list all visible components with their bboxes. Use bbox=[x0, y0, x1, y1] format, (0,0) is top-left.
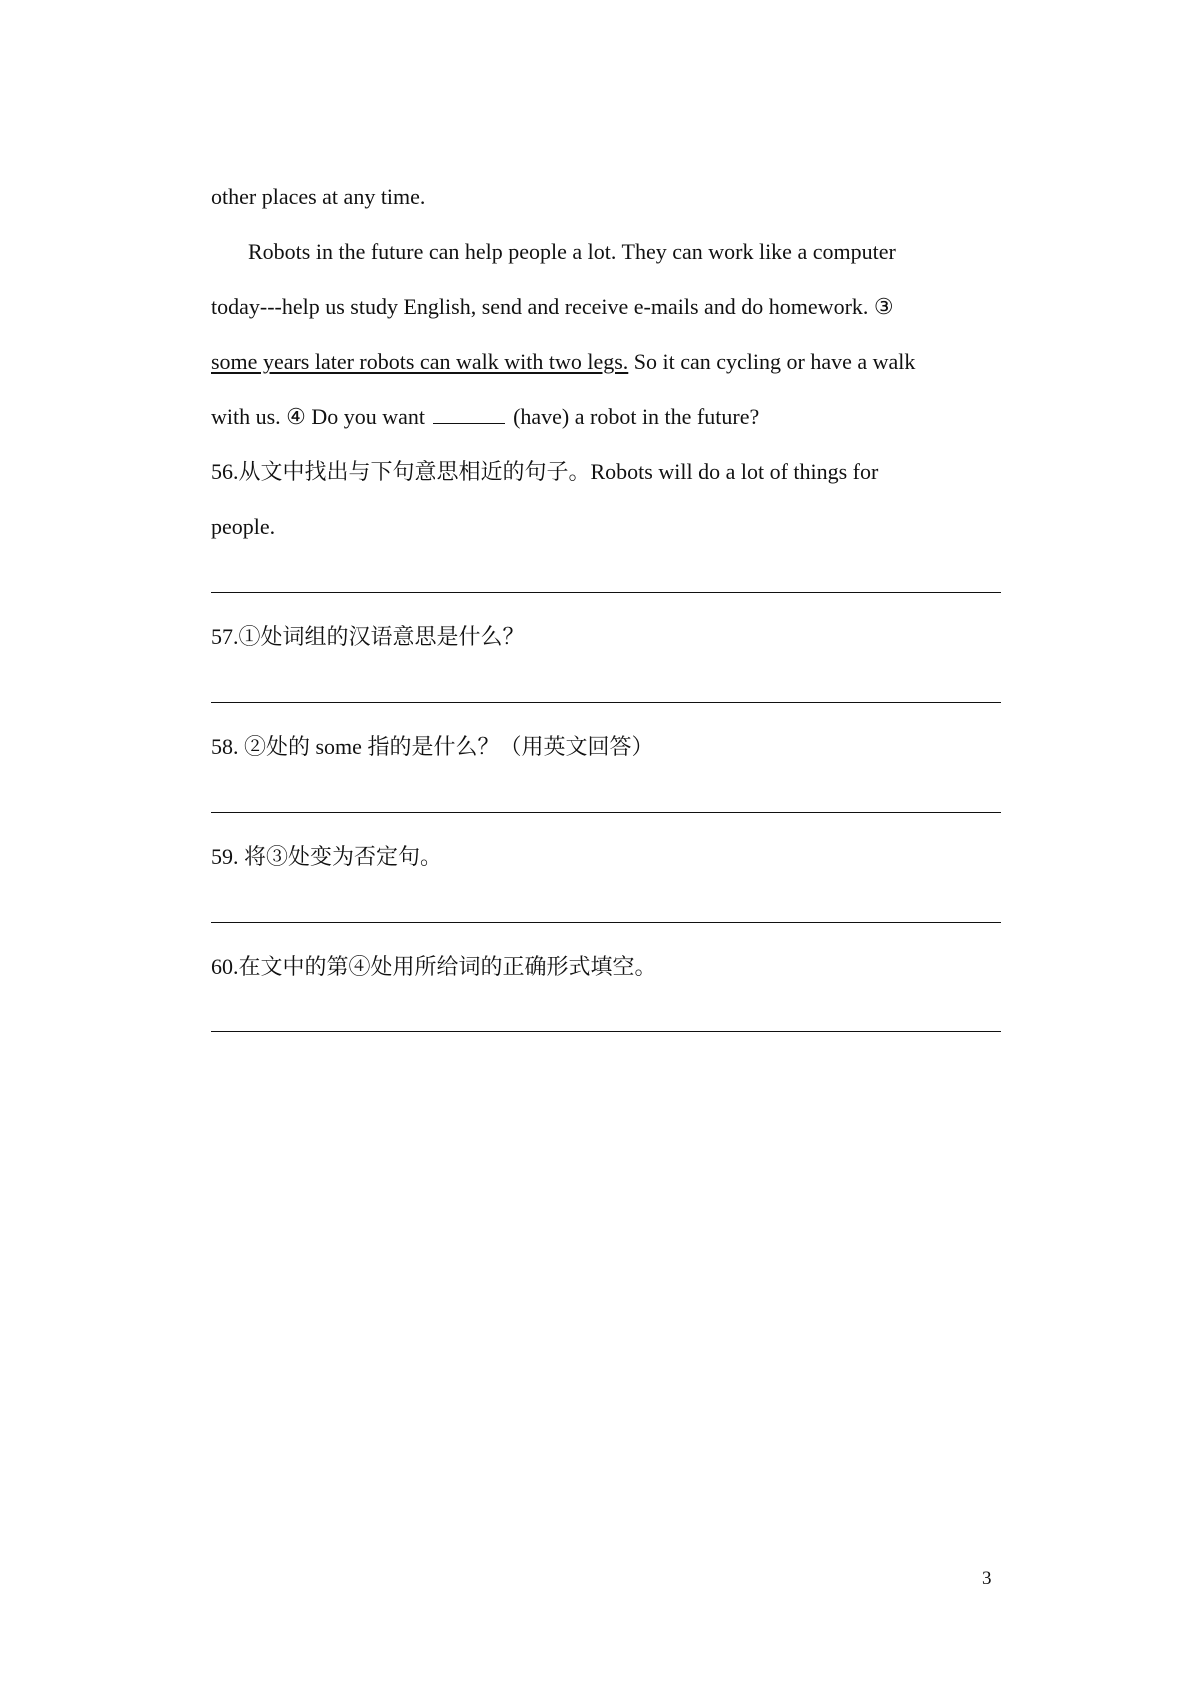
passage-line-5-after: (have) a robot in the future? bbox=[513, 404, 760, 429]
passage-line-3: today---help us study English, send and receive e-mails and do homework. ③ bbox=[211, 294, 894, 319]
question-58: 58. ②处的 some 指的是什么？（用英文回答） bbox=[211, 734, 654, 759]
passage-line-4-rest: So it can cycling or have a walk bbox=[628, 349, 916, 374]
passage-line-4 bbox=[211, 347, 1001, 377]
answer-line-57[interactable] bbox=[211, 702, 1001, 703]
answer-line-59[interactable] bbox=[211, 922, 1001, 923]
passage-line-1: other places at any time. bbox=[211, 184, 426, 209]
answer-line-58[interactable] bbox=[211, 812, 1001, 813]
fill-in-blank-4[interactable] bbox=[433, 403, 505, 424]
answer-line-60[interactable] bbox=[211, 1031, 1001, 1032]
question-56-line-1: 56.从文中找出与下句意思相近的句子。Robots will do a lot of things for bbox=[211, 459, 879, 484]
passage-line-5 bbox=[211, 402, 1001, 432]
question-59: 59. 将③处变为否定句。 bbox=[211, 844, 443, 869]
answer-line-56[interactable] bbox=[211, 592, 1001, 593]
page-number: 3 bbox=[982, 1568, 992, 1589]
passage-line-2: Robots in the future can help people a lot. They can work like a computer bbox=[248, 239, 896, 264]
question-60: 60.在文中的第④处用所给词的正确形式填空。 bbox=[211, 954, 657, 979]
underlined-sentence-3: some years later robots can walk with two legs. bbox=[211, 349, 629, 374]
question-56-line-2: people. bbox=[211, 514, 276, 539]
question-57: 57.①处词组的汉语意思是什么？ bbox=[211, 624, 525, 649]
passage-line-5-before: with us. ④ Do you want bbox=[211, 404, 426, 429]
